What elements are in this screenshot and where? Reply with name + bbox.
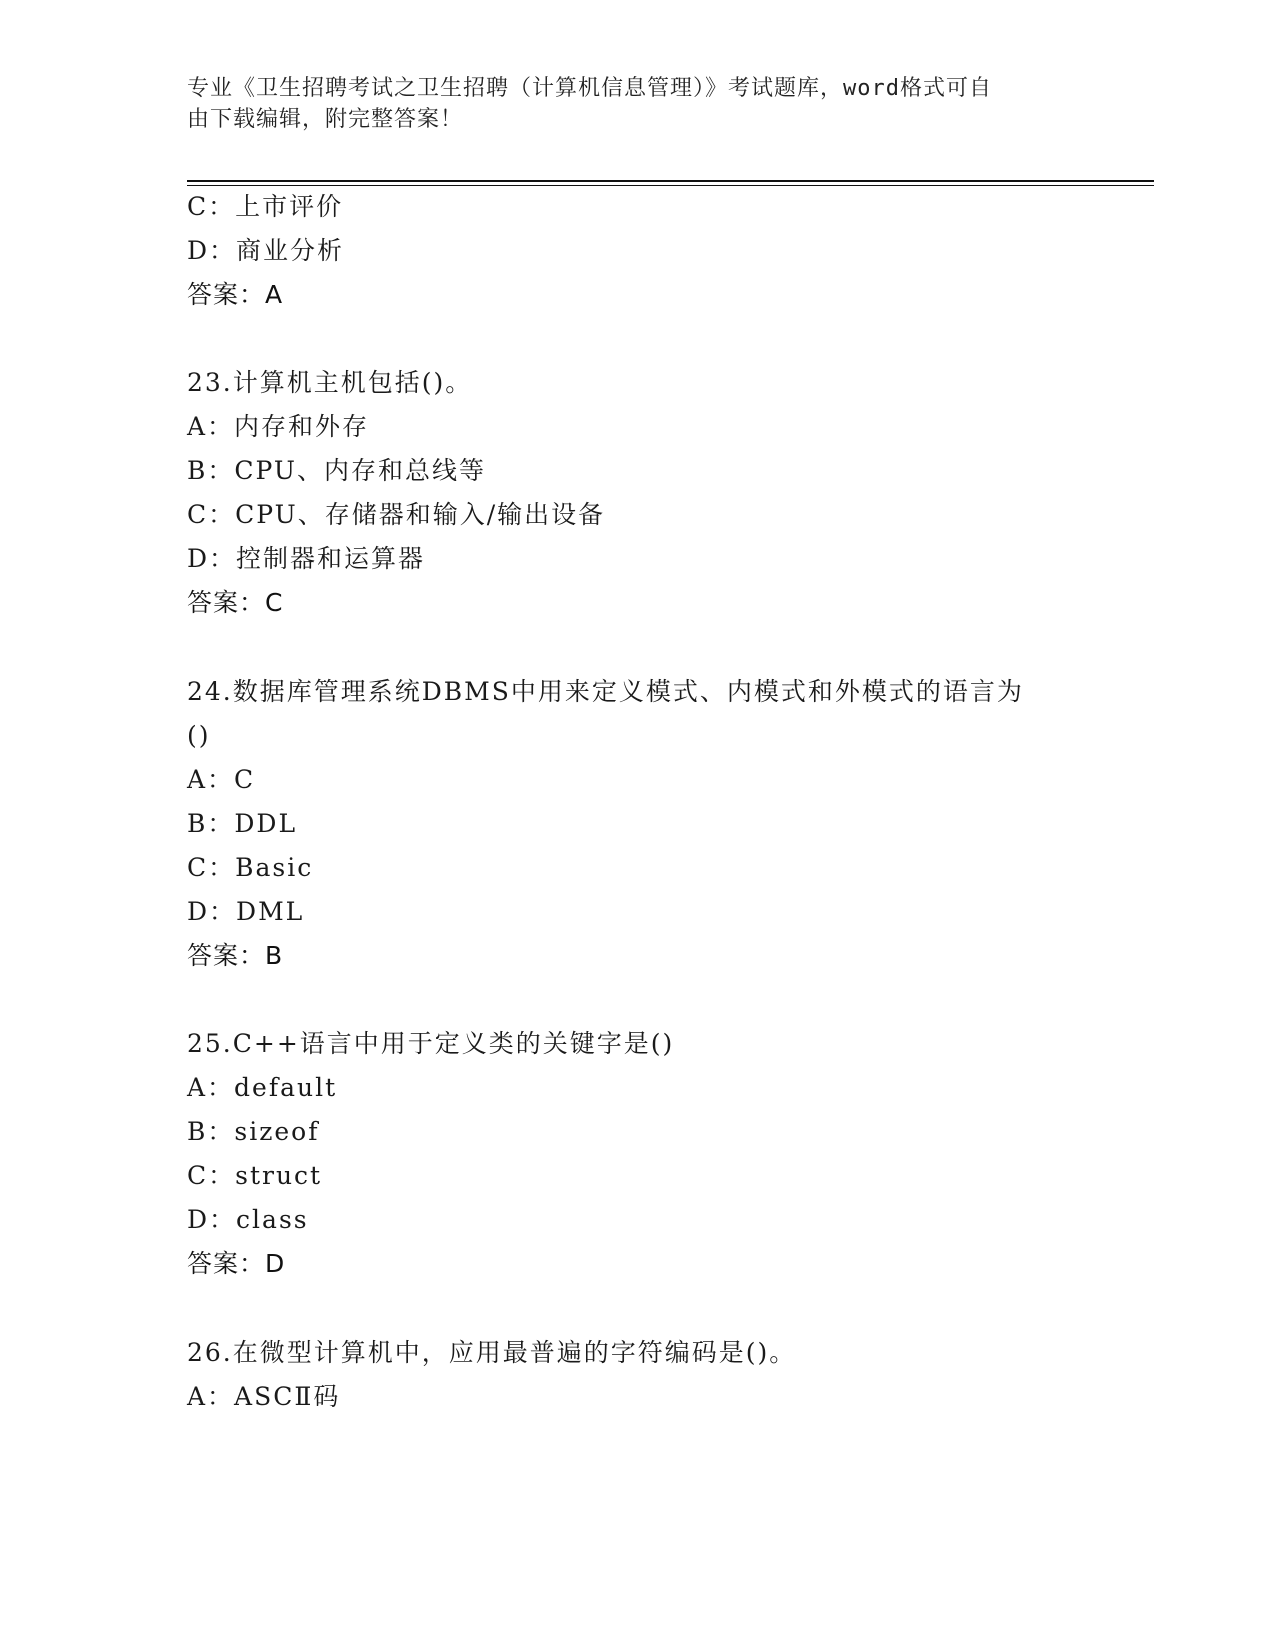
prev-answer: 答案：A [187,280,284,309]
document-header [187,73,1067,135]
q23-option-d: D：控制器和运算器 [187,544,426,573]
q23-option-a: A：内存和外存 [187,412,370,441]
q24-stem-line-1: 24.数据库管理系统DBMS中用来定义模式、内模式和外模式的语言为 [187,677,1024,706]
header-divider-thick [187,180,1154,182]
q24-option-a: A：C [187,765,256,794]
header-line-1: 专业《卫生招聘考试之卫生招聘（计算机信息管理）》考试题库，word格式可自 [187,76,992,101]
q24-option-b: B：DDL [187,809,298,838]
q24-option-c: C：Basic [187,853,314,882]
prev-option-c: C：上市评价 [187,192,344,221]
header-line-2: 由下载编辑，附完整答案！ [187,107,464,132]
q25-option-a: A：default [187,1073,338,1102]
q23-option-b: B：CPU、内存和总线等 [187,456,486,485]
q24-answer: 答案：B [187,941,284,970]
q24-option-d: D：DML [187,897,305,926]
q23-option-c: C：CPU、存储器和输入/输出设备 [187,500,606,529]
q23-answer: 答案：C [187,588,284,617]
q25-option-d: D：class [187,1205,309,1234]
q25-option-c: C：struct [187,1161,323,1190]
q25-stem: 25.C++语言中用于定义类的关键字是() [187,1029,675,1058]
q25-option-b: B：sizeof [187,1117,320,1146]
header-divider-thin [187,185,1154,186]
q23-stem: 23.计算机主机包括()。 [187,368,473,397]
q26-stem: 26.在微型计算机中，应用最普遍的字符编码是()。 [187,1338,797,1367]
q24-stem-line-2: () [187,721,211,750]
prev-option-d: D：商业分析 [187,236,345,265]
q26-option-a: A：ASCⅡ码 [187,1382,341,1411]
q25-answer: 答案：D [187,1249,286,1278]
